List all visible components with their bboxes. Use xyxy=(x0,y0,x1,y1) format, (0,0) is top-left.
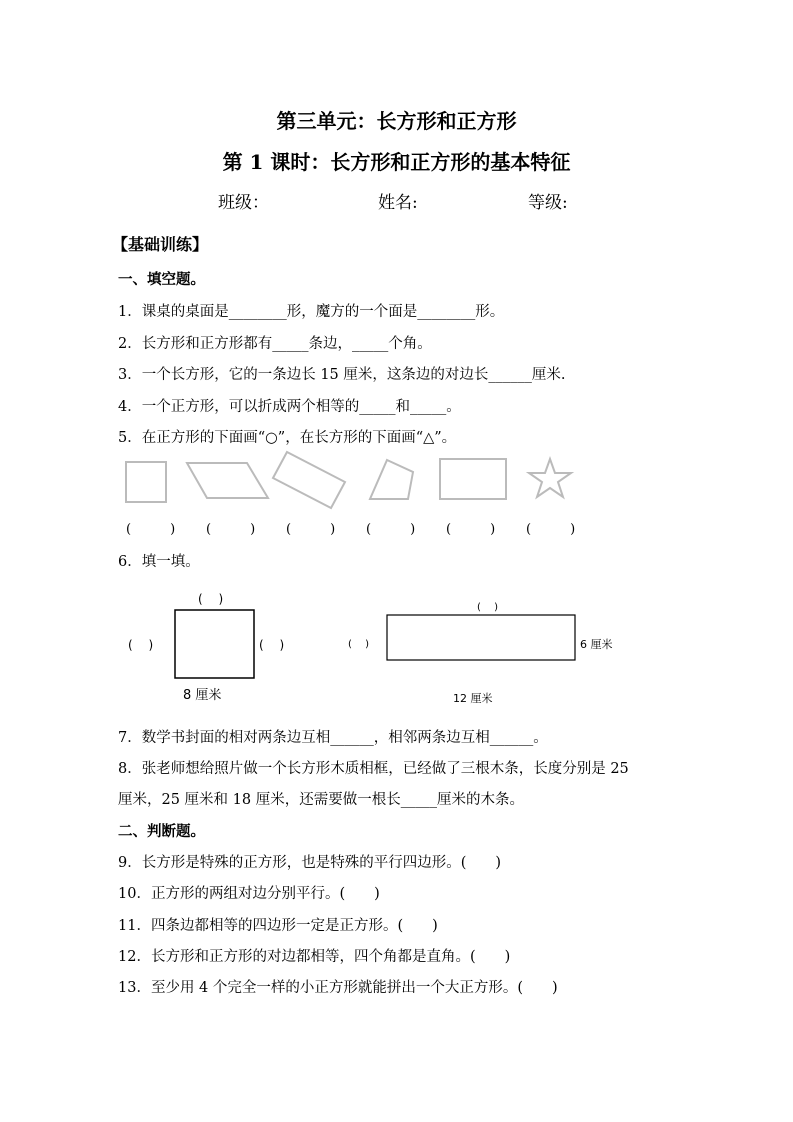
question-6: 6．填一填。 xyxy=(118,554,200,570)
fig1-square xyxy=(175,610,254,678)
question-2: 2．长方形和正方形都有_____条边，_____个角。 xyxy=(118,336,432,352)
answer-paren[interactable]: ( ) xyxy=(366,522,416,537)
fig1-right-blank[interactable]: ( ) xyxy=(259,638,285,652)
tilted-rectangle-shape xyxy=(273,452,345,508)
answer-paren[interactable]: ( ) xyxy=(286,522,336,537)
rectangle-shape xyxy=(440,459,506,499)
answer-paren[interactable]: ( ) xyxy=(206,522,256,537)
fig1-left-blank[interactable]: ( ) xyxy=(128,638,154,652)
part2-heading: 二、判断题。 xyxy=(118,823,205,840)
fig1-bottom-label: 8 厘米 xyxy=(183,688,222,703)
question-3: 3．一个长方形，它的一条边长 15 厘米，这条边的对边长______厘米. xyxy=(118,367,566,383)
page-title: 第三单元：长方形和正方形 xyxy=(276,109,517,133)
part1-heading: 一、填空题。 xyxy=(118,271,205,288)
answer-paren[interactable]: ( ) xyxy=(526,522,576,537)
fig2-right-label: 6 厘米 xyxy=(580,638,613,651)
fig2-top-blank[interactable]: ( ) xyxy=(477,602,498,613)
question-1: 1．课桌的桌面是________形，魔方的一个面是________形。 xyxy=(118,304,505,320)
question-4: 4．一个正方形，可以折成两个相等的_____和_____。 xyxy=(118,399,461,415)
answer-paren[interactable]: ( ) xyxy=(126,522,176,537)
question-10: 10．正方形的两组对边分别平行。( ) xyxy=(118,886,380,902)
lesson-title: 第 1 课时：长方形和正方形的基本特征 xyxy=(222,150,571,174)
question-11: 11．四条边都相等的四边形一定是正方形。( ) xyxy=(118,918,438,934)
answer-paren[interactable]: ( ) xyxy=(446,522,496,537)
question-12: 12．长方形和正方形的对边都相等，四个角都是直角。( ) xyxy=(118,949,511,965)
quadrilateral-shape xyxy=(370,460,413,499)
name-field: 姓名: xyxy=(378,193,418,213)
question-7: 7．数学书封面的相对两条边互相______，相邻两条边互相______。 xyxy=(118,730,548,746)
parallelogram-shape xyxy=(187,463,268,498)
fig1-top-blank[interactable]: ( ) xyxy=(198,592,224,606)
question-13: 13．至少用 4 个完全一样的小正方形就能拼出一个大正方形。( ) xyxy=(118,980,558,996)
section-heading: 【基础训练】 xyxy=(112,235,209,254)
class-field: 班级： xyxy=(218,193,269,213)
question-8-cont: 厘米，25 厘米和 18 厘米，还需要做一根长_____厘米的木条。 xyxy=(118,792,524,808)
star-shape xyxy=(529,459,571,497)
question-5: 5．在正方形的下面画“○”，在长方形的下面画“△”。 xyxy=(118,430,457,446)
grade-field: 等级: xyxy=(528,193,568,213)
fig2-rectangle xyxy=(387,615,575,660)
question-9: 9．长方形是特殊的正方形，也是特殊的平行四边形。( ) xyxy=(118,855,502,871)
fig2-left-blank[interactable]: ( ) xyxy=(348,639,369,650)
question-8: 8．张老师想给照片做一个长方形木质相框，已经做了三根木条，长度分别是 25 xyxy=(118,761,629,777)
fig2-bottom-label: 12 厘米 xyxy=(453,692,493,705)
square-shape xyxy=(126,462,166,502)
